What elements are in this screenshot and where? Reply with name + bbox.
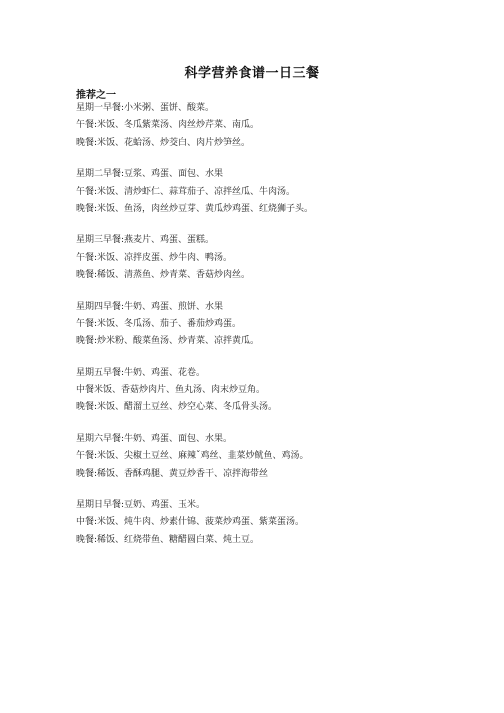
menu-line-dinner: 晚餐:米饭、花蛤汤、炒茭白、肉片炒笋丝。 (76, 137, 251, 148)
menu-line-dinner: 晚餐:稀饭、香酥鸡腿、黄豆炒香干、凉拌海带丝 (76, 468, 269, 479)
menu-line-dinner: 晚餐:炒米粉、酸菜鱼汤、炒青菜、凉拌黄瓜。 (76, 336, 260, 347)
menu-line-dinner: 晚餐:稀饭、红烧带鱼、糖醋圆白菜、炖土豆。 (76, 534, 260, 545)
section-subtitle: 推荐之一 (76, 90, 116, 101)
menu-line-breakfast: 星期四早餐:牛奶、鸡蛋、煎饼、水果 (76, 301, 224, 312)
day-thursday (76, 299, 486, 351)
menu-line-dinner: 晚餐:米饭、鱼汤，肉丝炒豆芽、黄瓜炒鸡蛋、红烧狮子头。 (76, 203, 314, 214)
day-saturday (76, 431, 486, 483)
menu-line-lunch: 中餐米饭、香菇炒肉片、鱼丸汤、肉末炒豆角。 (76, 385, 266, 396)
menu-line-lunch: 午餐:米饭、冬瓜紫菜汤、肉丝炒芹菜、南瓜。 (76, 120, 260, 131)
menu-line-lunch: 午餐:米饭、凉拌皮蛋、炒牛肉、鸭汤。 (76, 252, 233, 263)
menu-line-breakfast: 星期六早餐:牛奶、鸡蛋、面包、水果。 (76, 433, 233, 444)
menu-line-lunch: 中餐:米饭、炖牛肉、炒素什锦、菠菜炒鸡蛋、紫菜蛋汤。 (76, 517, 305, 528)
menu-line-dinner: 晚餐:米饭、醋溜土豆丝、炒空心菜、冬瓜骨头汤。 (76, 402, 278, 413)
menu-line-lunch: 午餐:米饭、尖椒土豆丝、麻辣ˇ鸡丝、韭菜炒鱿鱼、鸡汤。 (76, 451, 309, 462)
menu-line-lunch: 午餐:米饭、冬瓜汤、茄子、番茄炒鸡蛋。 (76, 318, 242, 329)
menu-line-breakfast: 星期二早餐:豆浆、鸡蛋、面包、水果 (76, 169, 224, 180)
day-sunday (76, 497, 486, 549)
menu-line-breakfast: 星期一早餐:小米粥、蛋饼、酸菜。 (76, 103, 215, 113)
day-monday (76, 100, 486, 152)
day-wednesday (76, 232, 486, 284)
day-tuesday (76, 166, 486, 218)
page-title: 科学营养食谱一日三餐 (184, 66, 320, 81)
weekly-menu (76, 100, 486, 563)
menu-line-dinner: 晚餐:稀饭、清蒸鱼、炒青菜、香菇炒肉丝。 (76, 270, 251, 281)
menu-line-lunch: 午餐:米饭、清炒虾仁、蒜茸茄子、凉拌丝瓜、牛肉汤。 (76, 186, 296, 197)
menu-line-breakfast: 星期五早餐:牛奶、鸡蛋、花卷。 (76, 367, 206, 378)
day-friday (76, 365, 486, 417)
menu-line-breakfast: 星期三早餐:燕麦片、鸡蛋、蛋糕。 (76, 235, 215, 246)
menu-line-breakfast: 星期日早餐:豆奶、鸡蛋、玉米。 (76, 500, 206, 511)
